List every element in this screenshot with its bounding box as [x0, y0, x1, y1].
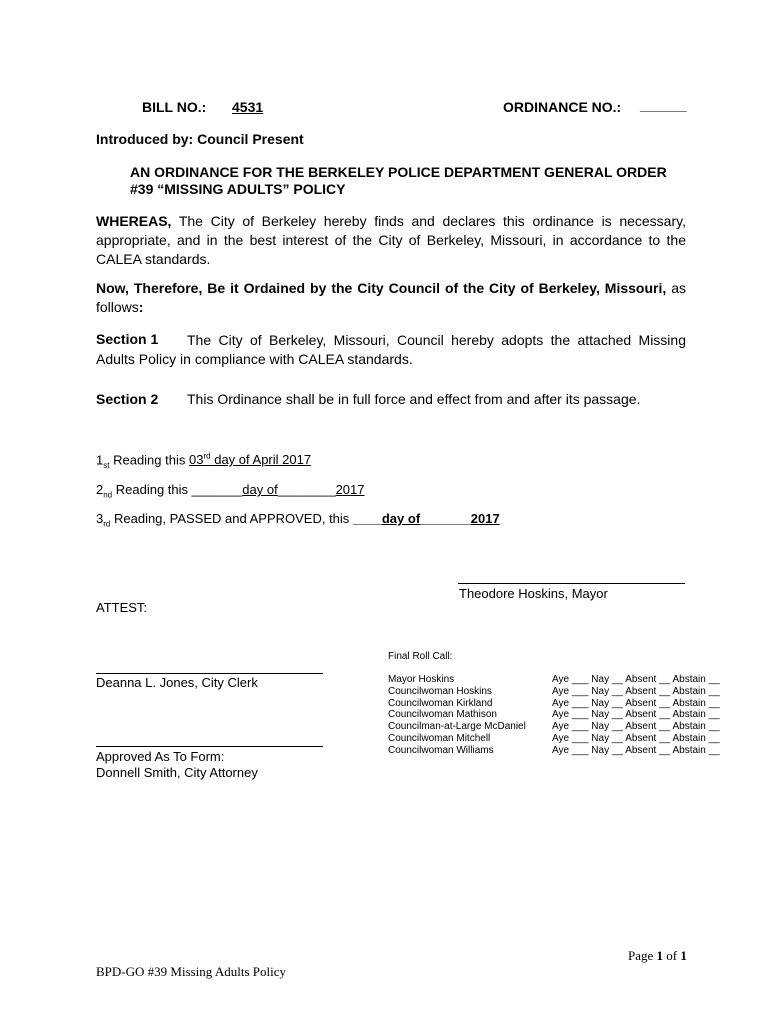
section-1-text: The City of Berkeley, Missouri, Council hereby adopts the attached Missing Adults Policy in compliance with CALEA standards.	[96, 332, 686, 367]
roll-member-name: Councilwoman Kirkland	[388, 697, 493, 709]
reading-text: Reading this	[115, 482, 189, 497]
ordinance-title-line2: #39 “MISSING ADULTS” POLICY	[130, 181, 346, 197]
roll-member-vote: Aye ___ Nay __ Absent __ Abstain __	[552, 732, 720, 744]
now-therefore-colon: :	[138, 299, 144, 315]
reading-number: 3	[96, 511, 104, 526]
clerk-signature: Deanna L. Jones, City Clerk	[96, 675, 258, 690]
reading-text: Reading this	[113, 452, 186, 468]
blank-line: ____	[352, 511, 382, 526]
reading-number: 2	[96, 482, 104, 497]
roll-member-name: Councilman-at-Large McDaniel	[388, 721, 526, 733]
now-therefore-lead: Now, Therefore, Be it Ordained by the City Council of the City of Berkeley, Missouri,	[96, 280, 667, 296]
now-therefore-paragraph	[96, 279, 686, 317]
reading-suffix: rd	[103, 519, 111, 529]
roll-member-name: Councilwoman Mathison	[388, 709, 497, 721]
whereas-lead: WHEREAS,	[96, 213, 172, 229]
blank-line: _______	[191, 482, 243, 497]
reading-suffix: nd	[103, 490, 113, 500]
roll-call-names	[388, 674, 526, 757]
introduced-by: Introduced by: Council Present	[96, 131, 304, 147]
ordinance-title-line1: AN ORDINANCE FOR THE BERKELEY POLICE DEPARTMENT GENERAL ORDER	[130, 164, 667, 180]
section-2-text: This Ordinance shall be in full force and effect from and after its passage.	[187, 391, 641, 407]
second-reading	[96, 482, 364, 500]
reading-number: 1	[96, 452, 104, 468]
blank-line: _______	[420, 511, 471, 526]
reading-year: 2017	[470, 511, 500, 526]
now-therefore-tail: as follows	[96, 280, 687, 315]
roll-member-vote: Aye ___ Nay __ Absent __ Abstain __	[552, 697, 720, 709]
attorney-name: Donnell Smith, City Attorney	[96, 765, 258, 780]
clerk-signature-line	[96, 673, 323, 674]
reading-suffix: st	[103, 460, 110, 470]
roll-member-vote: Aye ___ Nay __ Absent __ Abstain __	[552, 674, 720, 685]
roll-call-title: Final Roll Call:	[388, 651, 453, 662]
whereas-text: The City of Berkeley hereby finds and declares this ordinance is necessary, appropriate, and in the best interest of the City of Berkeley, Missouri, in accordance to the CALEA standards.	[96, 213, 686, 267]
first-reading	[96, 452, 311, 470]
approved-as-to-form: Approved As To Form:	[96, 749, 225, 764]
roll-member-vote: Aye ___ Nay __ Absent __ Abstain __	[552, 709, 720, 721]
mayor-signature: Theodore Hoskins, Mayor	[459, 586, 608, 601]
whereas-paragraph	[96, 212, 686, 269]
third-reading	[96, 511, 500, 529]
reading-year: 2017	[335, 482, 365, 497]
day-of: day of	[242, 482, 278, 497]
reading-text: Reading, PASSED and APPROVED, this	[113, 511, 350, 526]
first-reading-date: 03rd day of April 2017	[189, 452, 312, 468]
day-of: day of	[381, 511, 421, 526]
blank-line: ________	[277, 482, 336, 497]
roll-member-name: Councilwoman Mitchell	[388, 732, 491, 744]
roll-call-votes	[552, 674, 720, 757]
section-1-label: Section 1	[96, 331, 159, 347]
roll-member-name: Mayor Hoskins	[388, 674, 455, 685]
roll-member-name: Councilwoman Williams	[388, 744, 494, 756]
attorney-signature-line	[96, 746, 323, 747]
page-number: Page 1 of 1	[628, 948, 687, 963]
bill-number: 4531	[232, 99, 264, 115]
attest-label: ATTEST:	[96, 600, 148, 615]
roll-member-name: Councilwoman Hoskins	[388, 685, 492, 697]
section-2-label: Section 2	[96, 391, 159, 407]
bill-number-label: BILL NO.:	[142, 99, 207, 115]
roll-member-vote: Aye ___ Nay __ Absent __ Abstain __	[552, 721, 720, 733]
roll-member-vote: Aye ___ Nay __ Absent __ Abstain __	[552, 685, 720, 697]
mayor-signature-line	[458, 583, 685, 584]
ordinance-number-blank: ______	[640, 97, 687, 113]
ordinance-number-label: ORDINANCE NO.:	[503, 99, 622, 115]
document-footer-name: BPD-GO #39 Missing Adults Policy	[96, 964, 286, 979]
roll-member-vote: Aye ___ Nay __ Absent __ Abstain __	[552, 744, 720, 756]
